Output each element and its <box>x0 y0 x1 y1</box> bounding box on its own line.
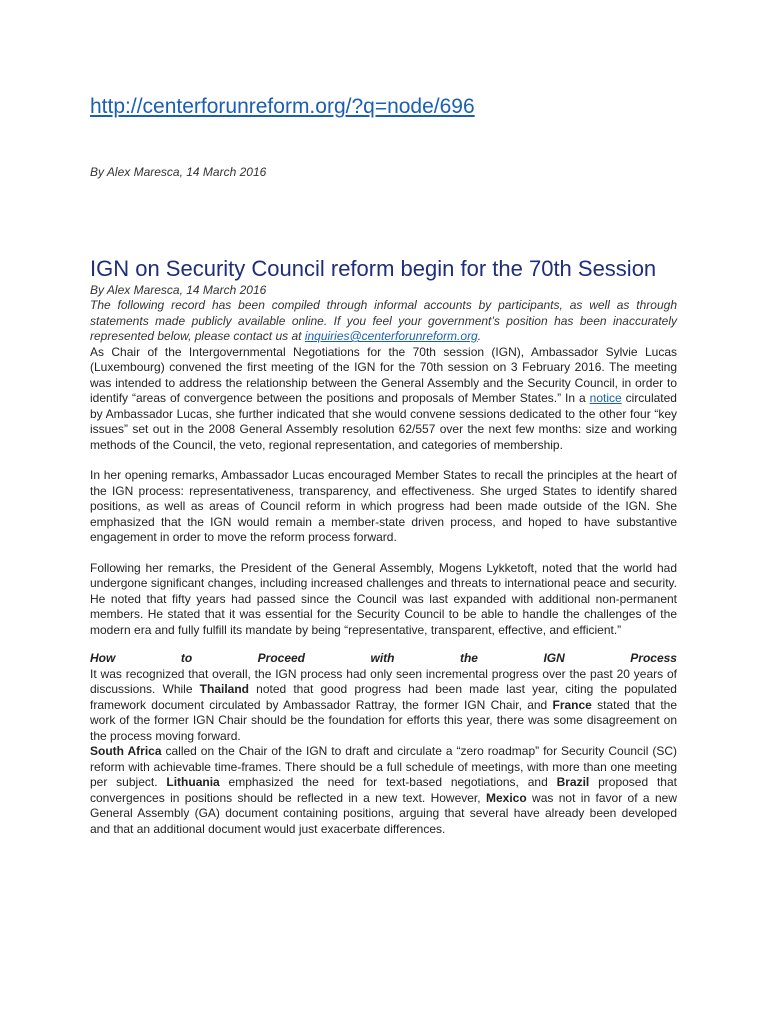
paragraph-opening-remarks: In her opening remarks, Ambassador Lucas encouraged Member States to recall the principles at the heart of the IGN process: representativeness, transparency, and effectiveness. She urged States to identify shared positions, as well as areas of Council reform in which progress had been made outside of the IGN. She emphasized that the IGN would remain a member-state driven process, and hoped to have substantive engagement in order to move the reform process forward. <box>90 468 677 544</box>
notice-link[interactable]: notice <box>589 391 622 405</box>
paragraph-chair-text-2: circulated by Ambassador Lucas, she further indicated that she would convene sessions dedicated to the other four “key issues” set out in the 2008 General Assembly resolution 62/557 over the next few months: size and working methods of the Council, the veto, regional representation, and categories of membership. <box>90 391 677 452</box>
heading-word: How <box>90 651 116 665</box>
article-title: IGN on Security Council reform begin for the 70th Session <box>90 256 657 281</box>
country-lithuania: Lithuania <box>166 775 220 789</box>
paragraph-progress-text: It was recognized that overall, the IGN process had only seen incremental progress over the past 20 years of discussions. While <box>90 666 677 696</box>
country-thailand: Thailand <box>199 682 249 696</box>
paragraph-positions-text: proposed that convergences in positions should be reflected in a new text. However, <box>90 775 677 805</box>
top-byline: By Alex Maresca, 14 March 2016 <box>90 165 267 179</box>
paragraph-progress-text: stated that the work of the former IGN Chair should be the foundation for efforts this year, there was some disagreement on the process moving forward. <box>90 697 678 743</box>
paragraph-progress-text: noted that good progress had been made last year, citing the populated framework document circulated by Ambassador Rattray, the former IGN Chair, and <box>90 682 677 712</box>
article <box>90 256 677 837</box>
email-link[interactable]: inquiries@centerforunreform.org <box>304 329 478 343</box>
heading-word: Proceed <box>257 651 305 665</box>
heading-word: IGN <box>543 651 565 665</box>
country-france: France <box>552 697 592 712</box>
paragraph-progress <box>90 667 677 745</box>
intro-end: . <box>477 329 482 343</box>
paragraph-positions-text: was not in favor of a new General Assembly (GA) document containing positions, arguing that several have already been developed and that an additional document would just exacerbate differences. <box>90 790 677 836</box>
heading-word: to <box>180 651 193 665</box>
intro-paragraph <box>90 298 677 345</box>
paragraph-chair-text-1: As Chair of the Intergovernmental Negotiations for the 70th session (IGN), Ambassador Sylvie Lucas (Luxembourg) convened the first meeting of the IGN for the 70th session on 3 February 2016. The meeting was intended to address the relationship between the General Assembly and the Security Council, in order to identify “areas of convergence between the positions and proposals of Member States.” In a <box>90 344 677 405</box>
paragraph-positions-text: emphasized the need for text-based negotiations, and <box>219 775 557 789</box>
article-byline: By Alex Maresca, 14 March 2016 <box>90 283 267 297</box>
section-heading <box>90 651 677 667</box>
country-brazil: Brazil <box>556 775 590 789</box>
paragraph-chair <box>90 345 677 454</box>
paragraph-positions-text: called on the Chair of the IGN to draft and circulate a “zero roadmap” for Security Council (SC) reform with achievable time-frames. There should be a full schedule of meetings, with more than one meeting per subject. <box>90 744 677 789</box>
heading-word: with <box>370 651 395 665</box>
source-url-link[interactable]: http://centerforunreform.org/?q=node/696 <box>90 95 475 118</box>
paragraph-president-remarks: Following her remarks, the President of the General Assembly, Mogens Lykketoft, noted that the world had undergone significant changes, including increased challenges and threats to international peace and security. He noted that fifty years had passed since the Council was last expanded with additional non-permanent members. He stated that it was essential for the Security Council to be able to handle the challenges of the modern era and fully fulfill its mandate by being “representative, transparent, effective, and efficient.” <box>90 560 677 637</box>
heading-word: Process <box>630 651 677 665</box>
country-mexico: Mexico <box>485 790 527 805</box>
paragraph-positions <box>90 744 677 837</box>
intro-text: The following record has been compiled through informal accounts by participants, as well as through statements made publicly available online. If you feel your government’s position has been inaccurately represented below, please contact us at <box>90 298 677 343</box>
heading-word: the <box>459 651 478 665</box>
country-south-africa: South Africa <box>90 744 162 758</box>
